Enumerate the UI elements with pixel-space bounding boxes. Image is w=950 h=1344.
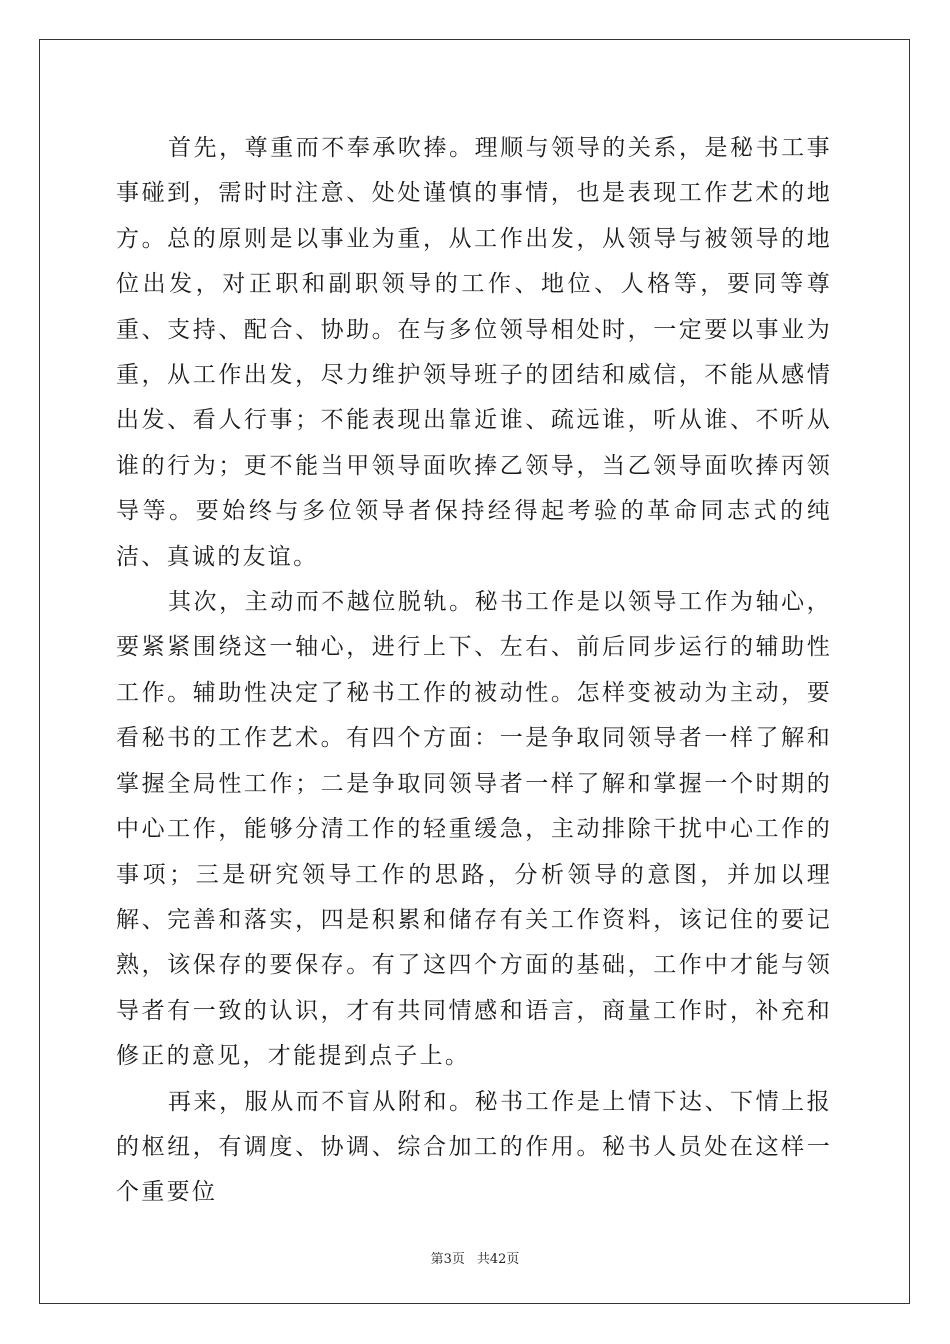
page-footer <box>0 1248 950 1267</box>
paragraph-respect: 首先，尊重而不奉承吹捧。理顺与领导的关系，是秘书工事事碰到，需时时注意、处处谨慎的事情，也是表现工作艺术的地方。总的原则是以事业为重，从工作出发，从领导与被领导的地位出发，对正职和副职领导的工作、地位、人格等，要同等尊重、支持、配合、协助。在与多位领导相处时，一定要以事业为重，从工作出发，尽力维护领导班子的团结和威信，不能从感情出发、看人行事；不能表现出靠近谁、疏远谁，听从谁、不听从谁的行为；更不能当甲领导面吹捧乙领导，当乙领导面吹捧丙领导等。要始终与多位领导者保持经得起考验的革命同志式的纯洁、真诚的友谊。 <box>116 135 832 570</box>
paragraph-initiative: 其次，主动而不越位脱轨。秘书工作是以领导工作为轴心，要紧紧围绕这一轴心，进行上下、左右、前后同步运行的辅助性工作。辅助性决定了秘书工作的被动性。怎样变被动为主动，要看秘书的工作艺术。有四个方面：一是争取同领导者一样了解和掌握全局性工作；二是争取同领导者一样了解和掌握一个时期的中心工作，能够分清工作的轻重缓急，主动排除干扰中心工作的事项；三是研究领导工作的思路，分析领导的意图，并加以理解、完善和落实，四是积累和储存有关工作资料，该记住的要记熟，该保存的要保存。有了这四个方面的基础，工作中才能与领导者有一致的认识，才有共同情感和语言，商量工作时，补充和修正的意见，才能提到点子上。 <box>116 589 832 1070</box>
page-number: 第3页 <box>430 1252 465 1267</box>
page-total: 共42页 <box>476 1252 520 1267</box>
paragraph-obedience: 再来，服从而不盲从附和。秘书工作是上情下达、下情上报的枢纽，有调度、协调、综合加工的作用。秘书人员处在这样一个重要位 <box>116 1088 832 1206</box>
document-body <box>116 126 832 1216</box>
